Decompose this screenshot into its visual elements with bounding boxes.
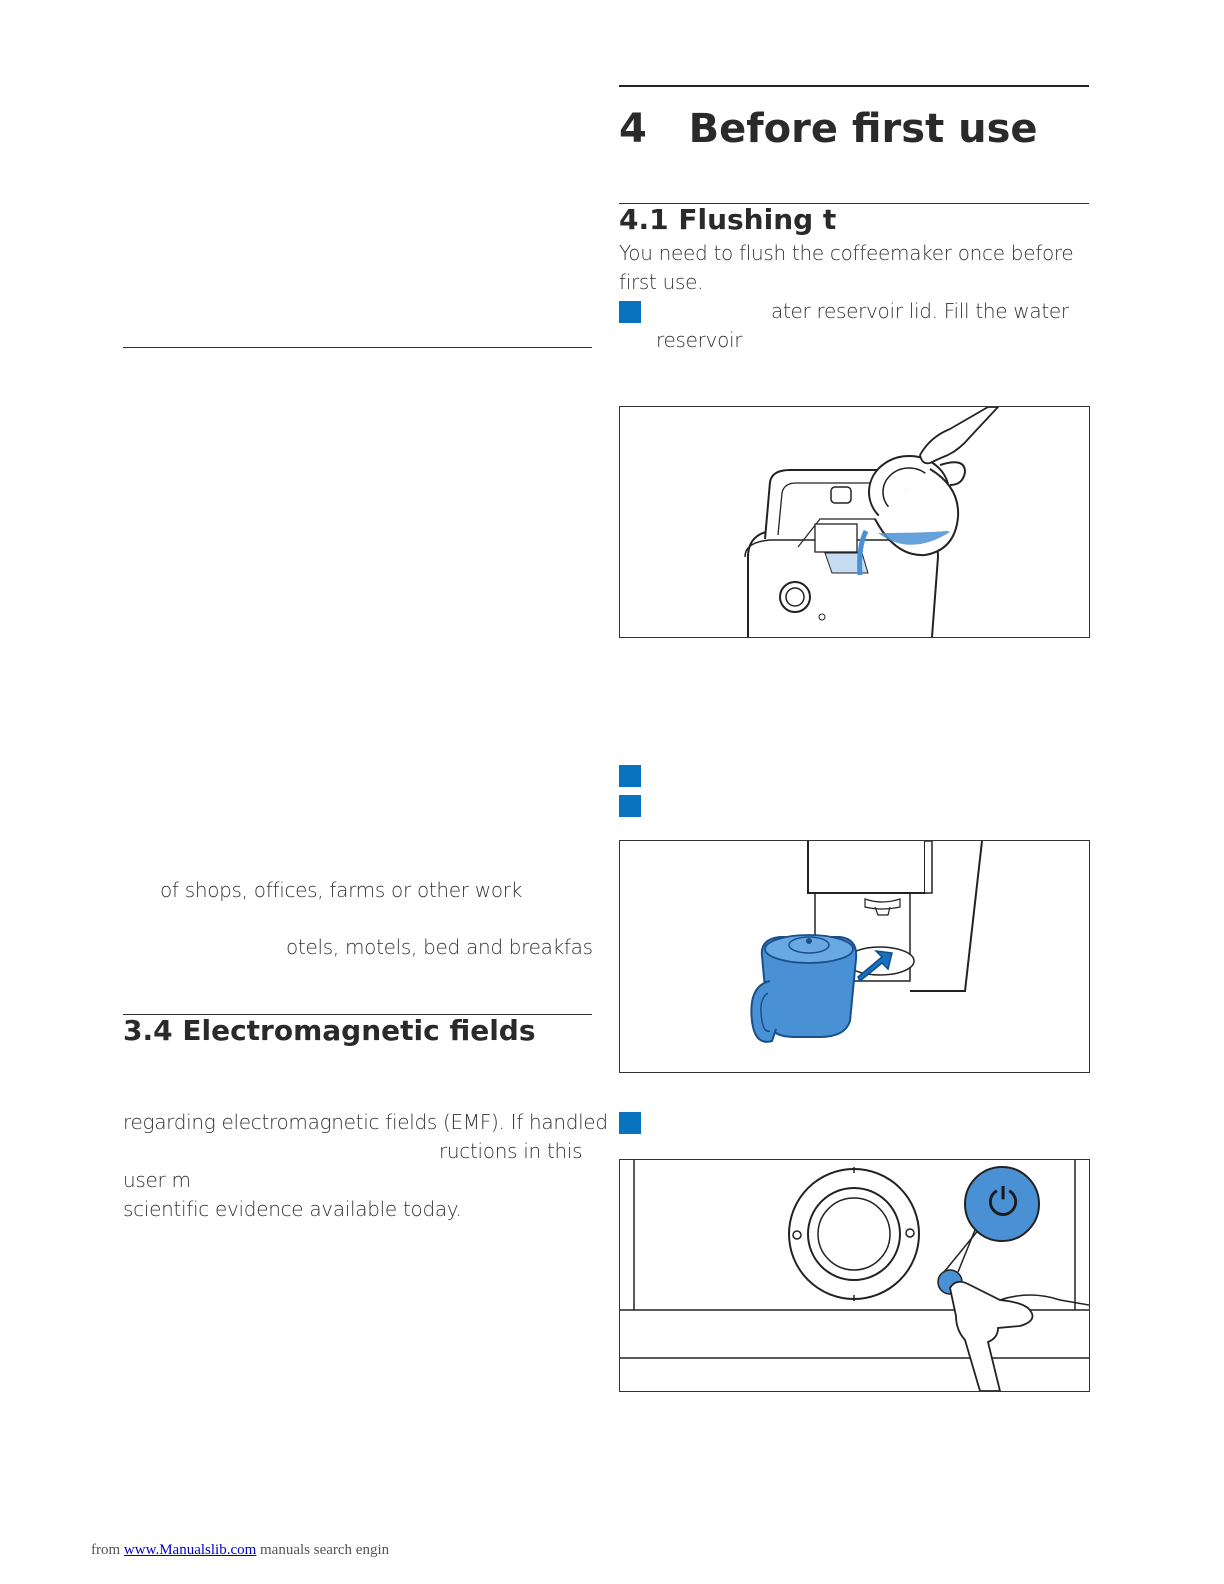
left-fragment-hotels: otels, motels, bed and breakfas <box>286 935 593 959</box>
pour-water-illustration <box>620 407 1089 637</box>
place-jug-illustration <box>620 841 1089 1072</box>
step-3-marker <box>619 795 641 817</box>
chapter-divider <box>619 85 1089 87</box>
step-1-line-2: reservoir <box>656 328 743 352</box>
footer-prefix: from <box>91 1542 121 1558</box>
emf-line-4: scientific evidence available today. <box>123 1197 462 1221</box>
step-2-marker <box>619 765 641 787</box>
emf-line-3: user m <box>123 1168 191 1192</box>
intro-line-1: You need to flush the coffeemaker once before <box>619 241 1074 265</box>
step-4-marker <box>619 1112 641 1134</box>
footer <box>91 1542 389 1559</box>
left-fragment-shops: of shops, offices, farms or other work <box>160 878 522 902</box>
chapter-title: 4 Before first use <box>619 106 1038 152</box>
section-4-1-title: 4.1 Flushing t <box>619 203 837 236</box>
figure-place-jug <box>619 840 1090 1073</box>
footer-suffix: manuals search engin <box>260 1542 390 1558</box>
intro-line-2: first use. <box>619 270 704 294</box>
footer-link[interactable]: www.Manualslib.com <box>123 1542 257 1558</box>
step-1-marker <box>619 301 641 323</box>
section-3-4-title: 3.4 Electromagnetic fields <box>123 1014 536 1047</box>
left-divider-top <box>123 347 592 348</box>
step-1-line-1: ater reservoir lid. Fill the water <box>771 299 1069 323</box>
figure-fill-reservoir <box>619 406 1090 638</box>
emf-line-1: regarding electromagnetic fields (EMF). If handled <box>123 1110 608 1134</box>
power-icon: ⏻ <box>987 1180 1019 1224</box>
figure-power-button <box>619 1159 1090 1392</box>
emf-line-2: ructions in this <box>439 1139 583 1163</box>
